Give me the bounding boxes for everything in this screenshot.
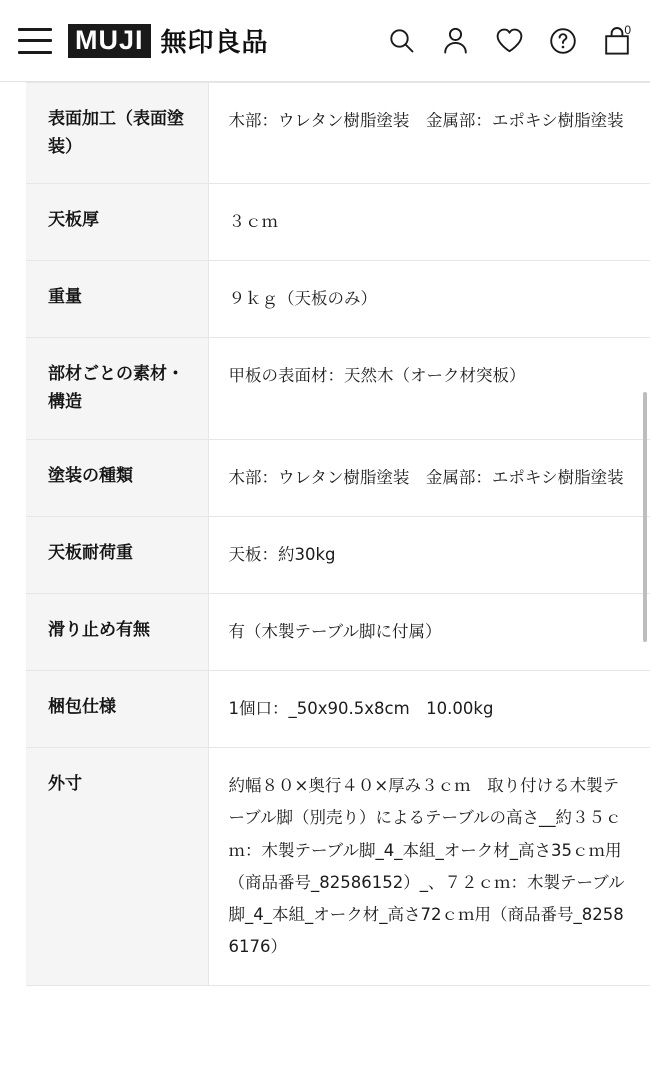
header-icon-group (386, 22, 632, 57)
cart-icon[interactable] (602, 22, 632, 57)
spec-value: ３ｃｍ (208, 184, 650, 261)
spec-label: 梱包仕様 (26, 671, 208, 748)
site-header (0, 0, 650, 82)
spec-table-scroll-region[interactable] (0, 82, 650, 1080)
brand-logo[interactable] (68, 22, 269, 59)
spec-label: 重量 (26, 261, 208, 338)
menu-icon-bar (18, 51, 52, 54)
spec-value: 木部：ウレタン樹脂塗装 金属部：エポキシ樹脂塗装 (208, 83, 650, 184)
table-row (26, 748, 650, 986)
menu-icon-bar (18, 39, 52, 42)
brand-name-jp: 無印良品 (160, 28, 269, 58)
account-icon[interactable] (440, 25, 470, 57)
table-row (26, 83, 650, 184)
question-icon[interactable] (548, 25, 578, 57)
table-row (26, 439, 650, 516)
spec-value: ９ｋｇ（天板のみ） (208, 261, 650, 338)
product-spec-table (26, 82, 650, 986)
spec-value: 天板：約30kg (208, 516, 650, 593)
spec-label: 天板厚 (26, 184, 208, 261)
spec-label: 表面加工（表面塗装） (26, 83, 208, 184)
heart-icon[interactable] (494, 25, 524, 57)
table-row (26, 261, 650, 338)
spec-value: 甲板の表面材：天然木（オーク材突板） (208, 338, 650, 439)
menu-icon[interactable] (18, 28, 52, 54)
menu-icon-bar (18, 28, 52, 31)
spec-value: 1個口：_50x90.5x8cm 10.00kg (208, 671, 650, 748)
spec-label: 外寸 (26, 748, 208, 986)
spec-label: 塗装の種類 (26, 439, 208, 516)
spec-label: 天板耐荷重 (26, 516, 208, 593)
table-row (26, 671, 650, 748)
left-margin-strip (0, 82, 26, 1080)
table-row (26, 184, 650, 261)
spec-label: 滑り止め有無 (26, 593, 208, 670)
vertical-scrollbar[interactable] (643, 392, 647, 642)
spec-label: 部材ごとの素材・構造 (26, 338, 208, 439)
cart-count-badge: 0 (624, 22, 631, 37)
table-row (26, 338, 650, 439)
search-icon[interactable] (386, 25, 416, 57)
spec-value: 有（木製テーブル脚に付属） (208, 593, 650, 670)
spec-value: 木部：ウレタン樹脂塗装 金属部：エポキシ樹脂塗装 (208, 439, 650, 516)
muji-wordmark: MUJI (68, 24, 151, 58)
table-row (26, 516, 650, 593)
table-row (26, 593, 650, 670)
spec-value: 約幅８０×奥行４０×厚み３ｃｍ 取り付ける木製テーブル脚（別売り）によるテーブルの高さ__約３５ｃｍ：木製テーブル脚_4_本組_オーク材_高さ35ｃｍ用（商品番号_82586152）_、７２ｃｍ：木製テーブル脚_4_本組_オーク材_高さ72ｃｍ用（商品番号_82586176） (208, 748, 650, 986)
